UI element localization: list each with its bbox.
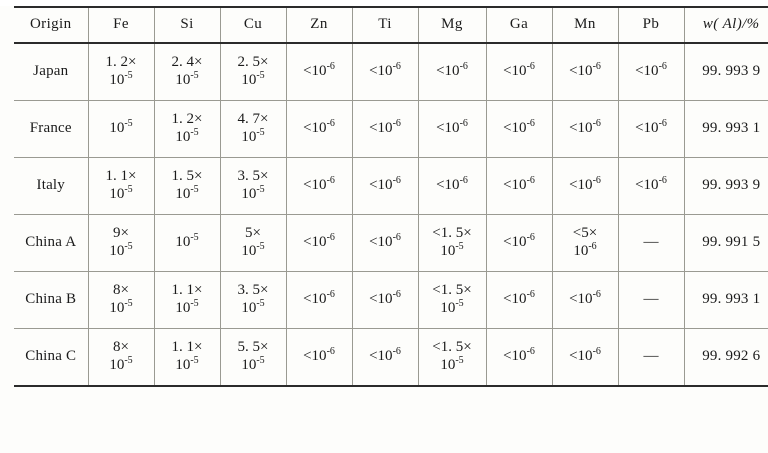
mass-fraction-cell	[684, 215, 768, 272]
column-header-pb: Pb	[618, 7, 684, 43]
value-cell-si	[154, 329, 220, 387]
value-mantissa: 8×	[113, 339, 129, 356]
mass-fraction-cell	[684, 101, 768, 158]
value-cell-pb	[618, 43, 684, 101]
value-text	[222, 339, 285, 374]
value-mantissa: 5. 5×	[237, 339, 269, 356]
exponent: -6	[592, 346, 601, 358]
composition-table	[14, 6, 768, 387]
value-mantissa: <1. 5×	[432, 225, 472, 242]
exponent: -6	[326, 175, 335, 187]
value-power: $10^{-5}$	[175, 355, 199, 373]
value-cell-zn	[286, 43, 352, 101]
value-power: $10^{-5}$	[241, 298, 265, 316]
mass-fraction-value: 99. 992 6	[702, 348, 761, 365]
exponent: -5	[190, 232, 199, 244]
exponent: -6	[392, 289, 401, 301]
value-text: $<10^{-6}$	[635, 175, 667, 194]
value-text: $<10^{-6}$	[436, 61, 468, 80]
value-text: $<10^{-6}$	[503, 232, 535, 251]
document-page	[0, 6, 768, 453]
value-power: $10^{-5}$	[241, 184, 265, 202]
value-mantissa: 9×	[113, 225, 129, 242]
column-header-mn: Mn	[552, 7, 618, 43]
exponent: -5	[190, 184, 199, 195]
mass-fraction-value: 99. 993 1	[702, 120, 761, 137]
value-mantissa: 3. 5×	[237, 168, 269, 185]
origin-cell: China C	[14, 329, 88, 387]
value-cell-mg	[418, 101, 486, 158]
value-cell-fe	[88, 329, 154, 387]
value-text: $10^{-5}$	[175, 232, 199, 251]
value-text: $<10^{-6}$	[369, 289, 401, 308]
exponent: -6	[526, 346, 535, 358]
exponent: -6	[526, 289, 535, 301]
value-cell-ga	[486, 215, 552, 272]
value-power: $10^{-6}$	[573, 241, 597, 259]
exponent: -5	[256, 184, 265, 195]
value-mantissa: <5×	[572, 225, 598, 242]
value-text: $<10^{-6}$	[503, 61, 535, 80]
origin-cell: France	[14, 101, 88, 158]
value-cell-si	[154, 272, 220, 329]
value-mantissa: 5×	[245, 225, 261, 242]
value-cell-ti	[352, 43, 418, 101]
value-text: $<10^{-6}$	[303, 118, 335, 137]
value-power: $10^{-5}$	[241, 70, 265, 88]
value-cell-mn	[552, 215, 618, 272]
column-header-fe: Fe	[88, 7, 154, 43]
value-mantissa: 2. 4×	[171, 54, 203, 71]
value-text: —	[643, 291, 659, 308]
value-cell-pb	[618, 329, 684, 387]
mass-fraction-cell	[684, 272, 768, 329]
value-cell-cu	[220, 272, 286, 329]
value-text: $<10^{-6}$	[569, 118, 601, 137]
value-mantissa: 8×	[113, 282, 129, 299]
value-cell-pb	[618, 215, 684, 272]
exponent: -6	[326, 118, 335, 130]
value-cell-fe	[88, 158, 154, 215]
value-text: $<10^{-6}$	[569, 61, 601, 80]
value-text	[420, 339, 485, 374]
value-cell-fe	[88, 101, 154, 158]
mass-fraction-value: 99. 993 1	[702, 291, 761, 308]
value-mantissa: 1. 2×	[105, 54, 137, 71]
exponent: -6	[392, 118, 401, 130]
exponent: -6	[392, 61, 401, 73]
exponent: -6	[592, 118, 601, 130]
value-mantissa: 1. 1×	[171, 339, 203, 356]
value-text: $<10^{-6}$	[569, 289, 601, 308]
value-text	[156, 54, 219, 89]
exponent: -5	[190, 127, 199, 138]
value-power: $10^{-5}$	[109, 241, 133, 259]
origin-cell: Italy	[14, 158, 88, 215]
table-row	[14, 158, 768, 215]
value-power: $10^{-5}$	[109, 298, 133, 316]
value-cell-cu	[220, 43, 286, 101]
value-power: $10^{-5}$	[109, 184, 133, 202]
value-text	[90, 339, 153, 374]
value-power: $10^{-5}$	[241, 241, 265, 259]
value-text: $<10^{-6}$	[303, 289, 335, 308]
value-power: $10^{-5}$	[440, 355, 464, 373]
value-cell-zn	[286, 215, 352, 272]
value-text	[90, 225, 153, 260]
table-row	[14, 272, 768, 329]
exponent: -5	[190, 355, 199, 366]
exponent: -6	[526, 175, 535, 187]
value-cell-pb	[618, 272, 684, 329]
value-cell-si	[154, 158, 220, 215]
origin-cell: Japan	[14, 43, 88, 101]
value-text: $<10^{-6}$	[436, 175, 468, 194]
value-mantissa: 1. 5×	[171, 168, 203, 185]
column-header-ti: Ti	[352, 7, 418, 43]
value-cell-ti	[352, 101, 418, 158]
value-text: $<10^{-6}$	[303, 346, 335, 365]
exponent: -5	[124, 184, 133, 195]
value-cell-ga	[486, 272, 552, 329]
exponent: -5	[455, 355, 464, 366]
exponent: -6	[326, 346, 335, 358]
exponent: -5	[124, 118, 133, 130]
value-power: $10^{-5}$	[175, 184, 199, 202]
value-cell-zn	[286, 158, 352, 215]
value-cell-si	[154, 215, 220, 272]
exponent: -5	[455, 241, 464, 252]
value-cell-mg	[418, 158, 486, 215]
value-text: $<10^{-6}$	[303, 61, 335, 80]
value-text: $<10^{-6}$	[503, 346, 535, 365]
value-cell-pb	[618, 158, 684, 215]
exponent: -5	[455, 298, 464, 309]
table-header	[14, 7, 768, 43]
value-text	[222, 54, 285, 89]
value-text	[222, 282, 285, 317]
value-power: $10^{-5}$	[109, 355, 133, 373]
value-text	[554, 225, 617, 260]
exponent: -6	[588, 241, 597, 252]
exponent: -6	[392, 346, 401, 358]
exponent: -6	[459, 61, 468, 73]
value-text	[420, 282, 485, 317]
value-text: $<10^{-6}$	[503, 118, 535, 137]
value-cell-mg	[418, 43, 486, 101]
value-mantissa: 3. 5×	[237, 282, 269, 299]
value-text	[156, 111, 219, 146]
mass-fraction-cell	[684, 329, 768, 387]
table-row	[14, 215, 768, 272]
exponent: -5	[256, 241, 265, 252]
exponent: -5	[256, 127, 265, 138]
value-power: $10^{-5}$	[440, 241, 464, 259]
exponent: -5	[256, 355, 265, 366]
value-text: $<10^{-6}$	[369, 118, 401, 137]
value-text: $<10^{-6}$	[635, 61, 667, 80]
value-text: $<10^{-6}$	[635, 118, 667, 137]
value-text	[90, 282, 153, 317]
value-text	[156, 339, 219, 374]
value-power: $10^{-5}$	[440, 298, 464, 316]
value-text: —	[643, 348, 659, 365]
exponent: -5	[124, 355, 133, 366]
exponent: -6	[459, 175, 468, 187]
value-cell-cu	[220, 215, 286, 272]
column-header-si: Si	[154, 7, 220, 43]
value-cell-ga	[486, 43, 552, 101]
value-text: $<10^{-6}$	[303, 232, 335, 251]
mass-fraction-value: 99. 993 9	[702, 63, 761, 80]
value-cell-zn	[286, 329, 352, 387]
value-mantissa: 1. 1×	[105, 168, 137, 185]
mass-fraction-cell	[684, 43, 768, 101]
value-cell-mg	[418, 329, 486, 387]
value-text	[156, 282, 219, 317]
exponent: -5	[256, 70, 265, 81]
value-text: $<10^{-6}$	[369, 346, 401, 365]
exponent: -6	[392, 232, 401, 244]
value-cell-cu	[220, 329, 286, 387]
exponent: -6	[392, 175, 401, 187]
exponent: -5	[124, 241, 133, 252]
value-text: $<10^{-6}$	[569, 175, 601, 194]
column-header-ga: Ga	[486, 7, 552, 43]
value-cell-zn	[286, 101, 352, 158]
mass-fraction-value: 99. 991 5	[702, 234, 761, 251]
value-cell-ti	[352, 329, 418, 387]
exponent: -6	[592, 175, 601, 187]
value-cell-mn	[552, 43, 618, 101]
value-text: $10^{-5}$	[109, 118, 133, 137]
exponent: -6	[658, 118, 667, 130]
exponent: -6	[526, 232, 535, 244]
value-cell-fe	[88, 43, 154, 101]
header-row	[14, 7, 768, 43]
mass-fraction-cell	[684, 158, 768, 215]
value-cell-mn	[552, 272, 618, 329]
value-power: $10^{-5}$	[109, 70, 133, 88]
column-header-zn: Zn	[286, 7, 352, 43]
value-mantissa: 2. 5×	[237, 54, 269, 71]
exponent: -6	[526, 61, 535, 73]
exponent: -6	[326, 61, 335, 73]
value-text	[222, 225, 285, 260]
exponent: -6	[326, 232, 335, 244]
value-cell-mn	[552, 329, 618, 387]
value-power: $10^{-5}$	[241, 127, 265, 145]
value-cell-fe	[88, 272, 154, 329]
value-mantissa: <1. 5×	[432, 339, 472, 356]
value-cell-fe	[88, 215, 154, 272]
value-text	[222, 111, 285, 146]
exponent: -6	[658, 61, 667, 73]
value-mantissa: 4. 7×	[237, 111, 269, 128]
value-cell-cu	[220, 158, 286, 215]
exponent: -6	[526, 118, 535, 130]
origin-cell: China A	[14, 215, 88, 272]
exponent: -6	[592, 61, 601, 73]
value-cell-ti	[352, 158, 418, 215]
value-mantissa: 1. 1×	[171, 282, 203, 299]
value-text: $<10^{-6}$	[369, 61, 401, 80]
value-cell-mg	[418, 215, 486, 272]
value-text: $<10^{-6}$	[503, 289, 535, 308]
exponent: -6	[459, 118, 468, 130]
value-text: $<10^{-6}$	[503, 175, 535, 194]
value-cell-cu	[220, 101, 286, 158]
value-cell-ti	[352, 272, 418, 329]
value-text: —	[643, 234, 659, 251]
exponent: -6	[658, 175, 667, 187]
value-text: $<10^{-6}$	[569, 346, 601, 365]
column-header-origin: Origin	[14, 7, 88, 43]
value-power: $10^{-5}$	[241, 355, 265, 373]
value-cell-mg	[418, 272, 486, 329]
value-cell-zn	[286, 272, 352, 329]
value-cell-mn	[552, 158, 618, 215]
exponent: -5	[190, 298, 199, 309]
value-power: $10^{-5}$	[175, 298, 199, 316]
value-text: $<10^{-6}$	[369, 232, 401, 251]
value-text	[90, 54, 153, 89]
value-text	[90, 168, 153, 203]
value-mantissa: 1. 2×	[171, 111, 203, 128]
exponent: -5	[124, 298, 133, 309]
value-text: $<10^{-6}$	[436, 118, 468, 137]
value-cell-ti	[352, 215, 418, 272]
value-power: $10^{-5}$	[175, 127, 199, 145]
column-header-cu: Cu	[220, 7, 286, 43]
value-text	[156, 168, 219, 203]
column-header-mass-fraction: w( Al)/%	[684, 7, 768, 43]
value-text	[222, 168, 285, 203]
exponent: -5	[124, 70, 133, 81]
value-cell-ga	[486, 101, 552, 158]
value-text: $<10^{-6}$	[369, 175, 401, 194]
value-text: $<10^{-6}$	[303, 175, 335, 194]
table-row	[14, 101, 768, 158]
value-cell-mn	[552, 101, 618, 158]
value-cell-si	[154, 43, 220, 101]
table-row	[14, 329, 768, 387]
exponent: -6	[592, 289, 601, 301]
value-cell-ga	[486, 329, 552, 387]
value-cell-ga	[486, 158, 552, 215]
exponent: -5	[190, 70, 199, 81]
mass-fraction-value: 99. 993 9	[702, 177, 761, 194]
value-power: $10^{-5}$	[175, 70, 199, 88]
value-mantissa: <1. 5×	[432, 282, 472, 299]
value-cell-pb	[618, 101, 684, 158]
table-body	[14, 43, 768, 386]
value-cell-si	[154, 101, 220, 158]
exponent: -6	[326, 289, 335, 301]
value-text	[420, 225, 485, 260]
origin-cell: China B	[14, 272, 88, 329]
exponent: -5	[256, 298, 265, 309]
column-header-mg: Mg	[418, 7, 486, 43]
table-row	[14, 43, 768, 101]
